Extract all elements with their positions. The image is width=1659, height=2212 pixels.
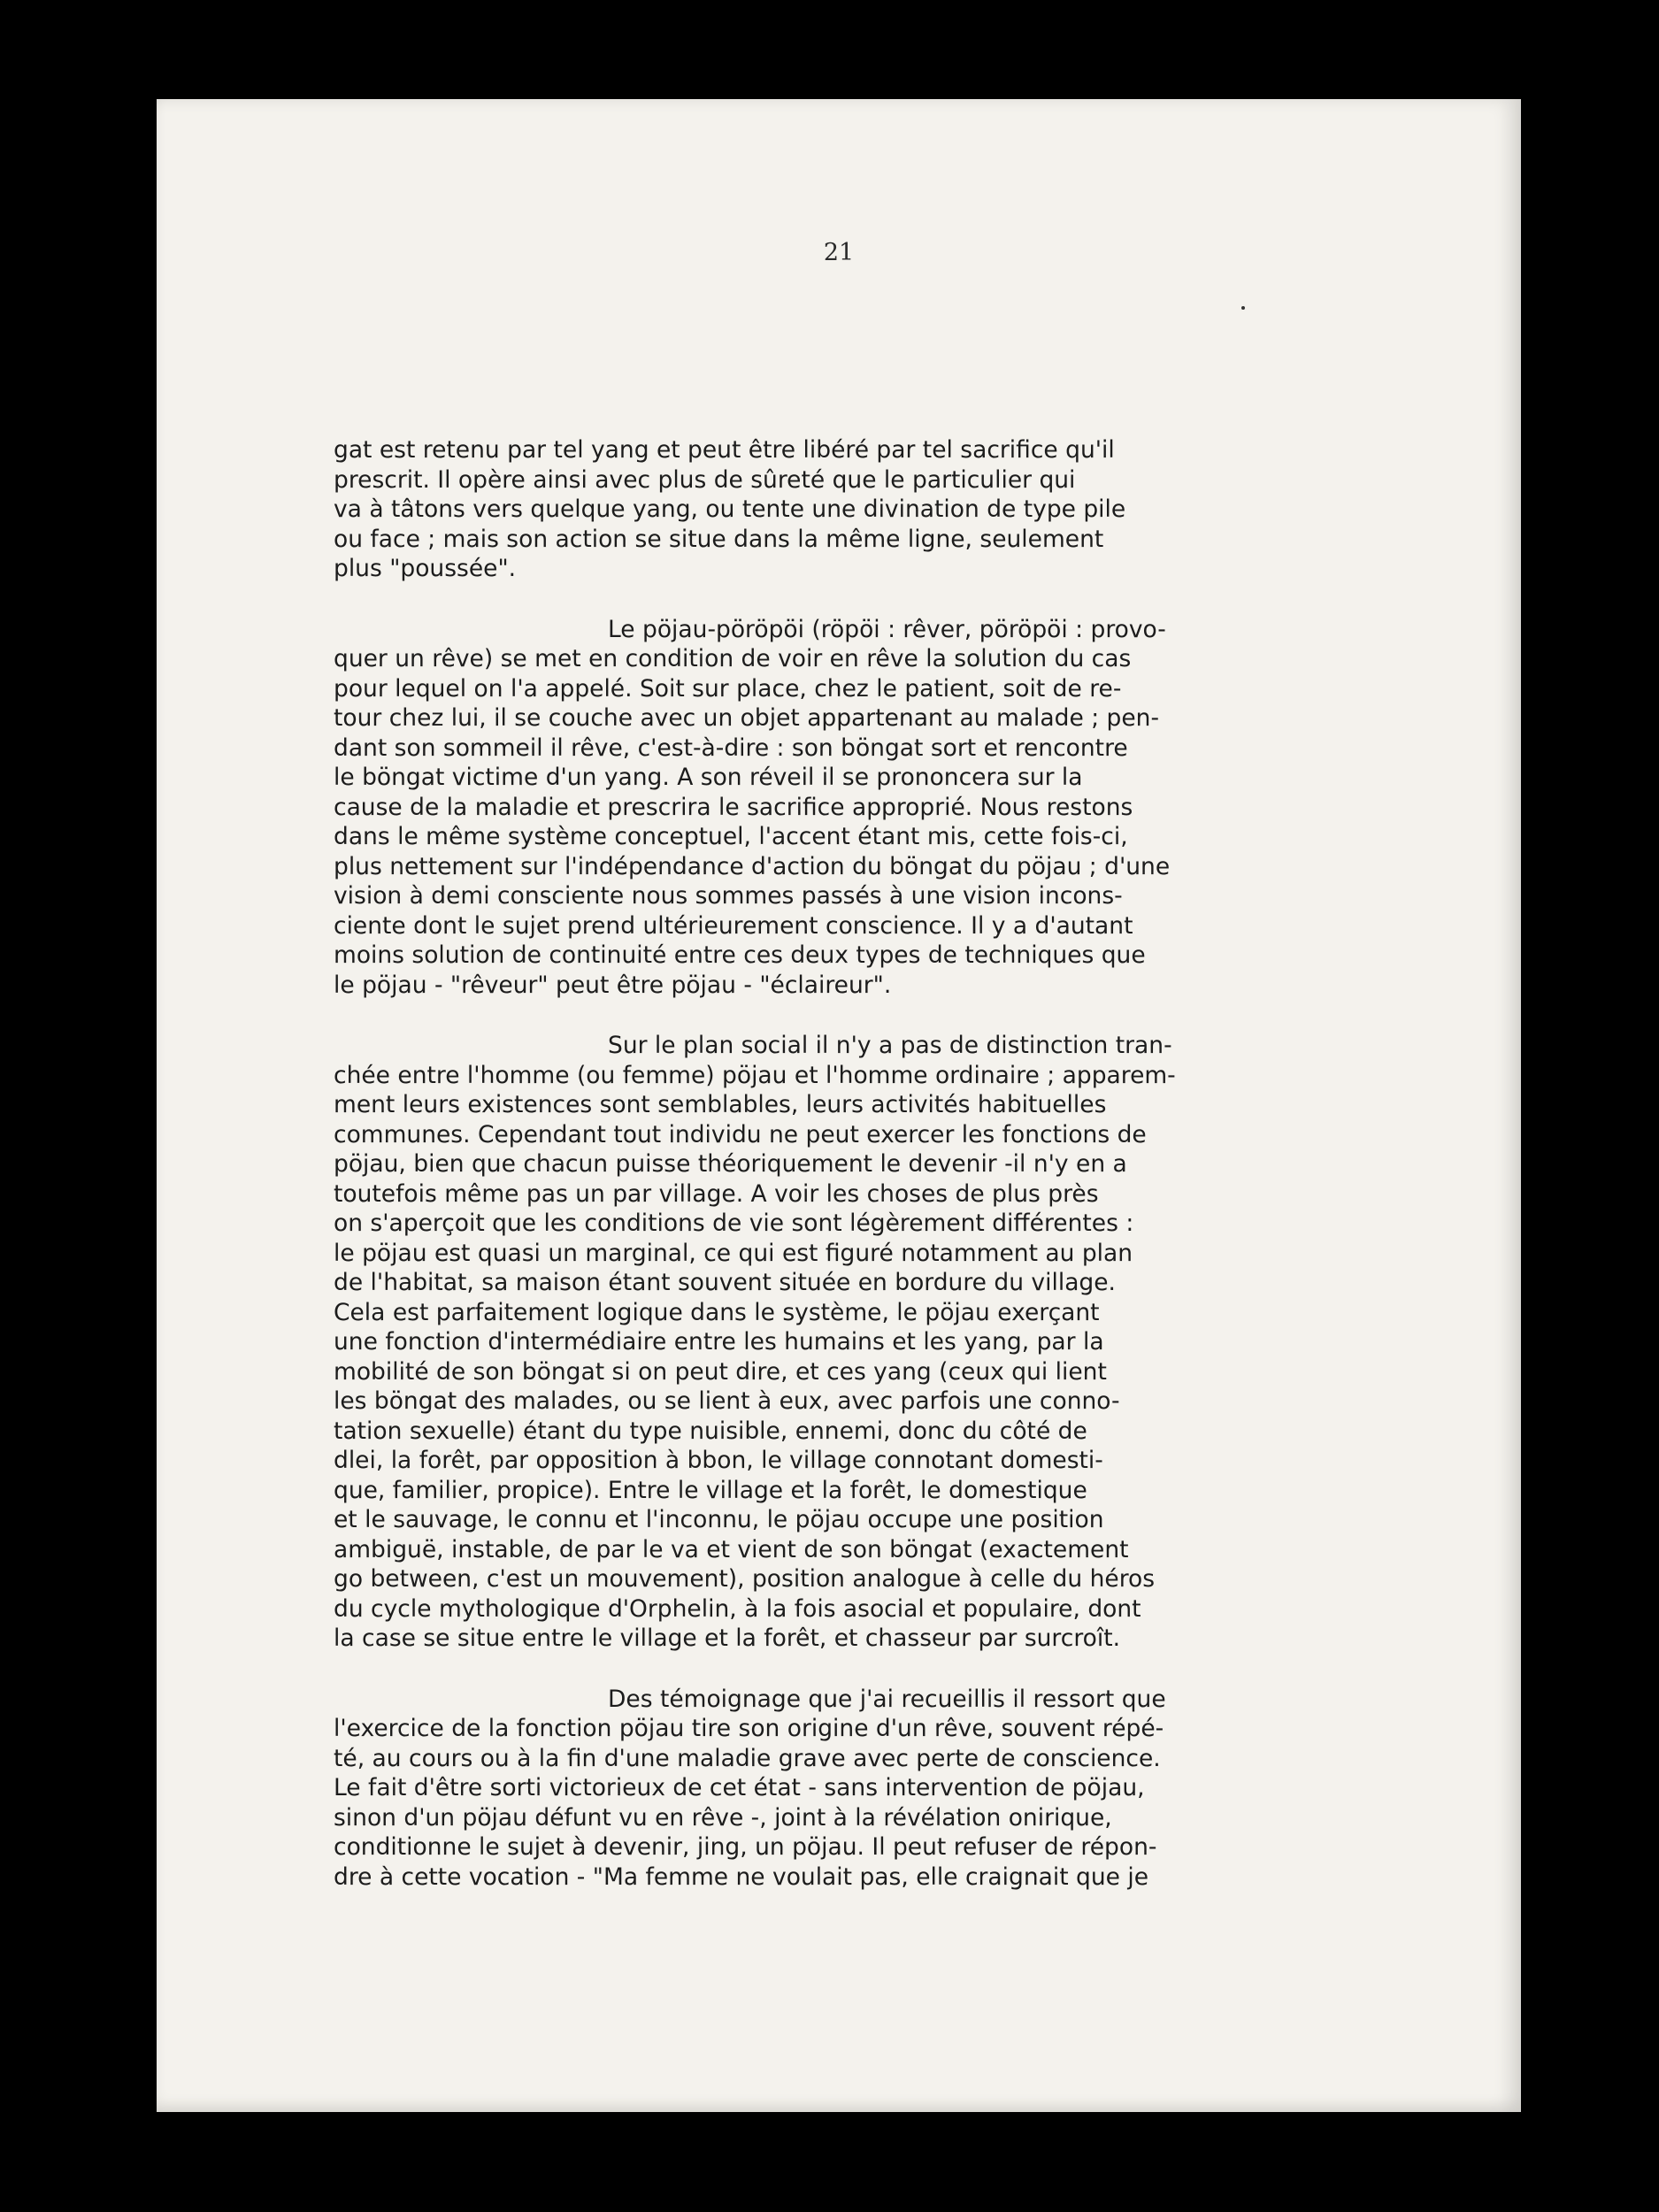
paragraph-2 — [334, 615, 1394, 1001]
text-line: dlei, la forêt, par opposition à bbon, le village connotant domesti- — [334, 1447, 1103, 1474]
text-line: communes. Cependant tout individu ne peut exercer les fonctions de — [334, 1120, 1147, 1148]
text-line: plus nettement sur l'indépendance d'action du böngat du pöjau ; d'une — [334, 852, 1171, 880]
text-line: Cela est parfaitement logique dans le système, le pöjau exerçant — [334, 1298, 1100, 1326]
text-line: dre à cette vocation - "Ma femme ne voulait pas, elle craignait que je — [334, 1863, 1149, 1891]
text-line: de l'habitat, sa maison étant souvent située en bordure du village. — [334, 1269, 1116, 1296]
text-line: que, familier, propice). Entre le village et la forêt, le domestique — [334, 1476, 1087, 1504]
text-line: dans le même système conceptuel, l'accent étant mis, cette fois-ci, — [334, 823, 1128, 850]
text-line: ou face ; mais son action se situe dans la même ligne, seulement — [334, 525, 1104, 553]
text-line: vision à demi consciente nous sommes passés à une vision incons- — [334, 882, 1123, 910]
ink-speck — [1241, 306, 1245, 310]
paragraph-3 — [334, 1031, 1394, 1654]
text-line: pour lequel on l'a appelé. Soit sur place, chez le patient, soit de re- — [334, 674, 1122, 703]
text-line: sinon d'un pöjau défunt vu en rêve -, joint à la révélation onirique, — [334, 1803, 1112, 1832]
text-line: du cycle mythologique d'Orphelin, à la fois asocial et populaire, dont — [334, 1594, 1141, 1623]
text-line: ment leurs existences sont semblables, leurs activités habituelles — [334, 1091, 1107, 1118]
paragraph-1 — [334, 435, 1394, 584]
text-line: cause de la maladie et prescrira le sacrifice approprié. Nous restons — [334, 793, 1133, 821]
text-line: mobilité de son böngat si on peut dire, et ces yang (ceux qui lient — [334, 1357, 1107, 1386]
paragraph-4 — [334, 1685, 1394, 1893]
text-line: toutefois même pas un par village. A voir les choses de plus près — [334, 1179, 1099, 1208]
page-number: 21 — [823, 239, 855, 266]
text-line: une fonction d'intermédiaire entre les humains et les yang, par la — [334, 1328, 1104, 1356]
text-line: tour chez lui, il se couche avec un objet appartenant au malade ; pen- — [334, 704, 1160, 732]
text-line: va à tâtons vers quelque yang, ou tente une divination de type pile — [334, 495, 1126, 523]
text-line: ambiguë, instable, de par le va et vient de son böngat (exactement — [334, 1535, 1129, 1563]
text-line: le pöjau - "rêveur" peut être pöjau - "éclaireur". — [334, 971, 892, 999]
text-line: ciente dont le sujet prend ultérieurement conscience. Il y a d'autant — [334, 911, 1133, 940]
text-line: les böngat des malades, ou se lient à eux, avec parfois une conno- — [334, 1387, 1120, 1415]
text-line: quer un rêve) se met en condition de voir en rêve la solution du cas — [334, 645, 1132, 672]
text-line: et le sauvage, le connu et l'inconnu, le pöjau occupe une position — [334, 1506, 1104, 1533]
text-line: prescrit. Il opère ainsi avec plus de sûreté que le particulier qui — [334, 465, 1076, 494]
text-line: tation sexuelle) étant du type nuisible, ennemi, donc du côté de — [334, 1417, 1087, 1445]
text-line: dant son sommeil il rêve, c'est-à-dire : son böngat sort et rencontre — [334, 733, 1128, 762]
text-line: Le pöjau-pöröpöi (röpöi : rêver, pöröpöi : provo- — [608, 615, 1166, 643]
text-line: le pöjau est quasi un marginal, ce qui est figuré notamment au plan — [334, 1239, 1133, 1267]
text-line: Le fait d'être sorti victorieux de cet état - sans intervention de pöjau, — [334, 1774, 1145, 1801]
text-line: conditionne le sujet à devenir, jing, un pöjau. Il peut refuser de répon- — [334, 1833, 1157, 1861]
body-text — [334, 435, 1394, 1892]
text-line: pöjau, bien que chacun puisse théoriquement le devenir -il n'y en a — [334, 1150, 1127, 1178]
text-line: on s'aperçoit que les conditions de vie sont légèrement différentes : — [334, 1210, 1134, 1237]
text-line: l'exercice de la fonction pöjau tire son origine d'un rêve, souvent répé- — [334, 1715, 1164, 1742]
text-line: té, au cours ou à la fin d'une maladie grave avec perte de conscience. — [334, 1744, 1161, 1772]
text-line: la case se situe entre le village et la forêt, et chasseur par surcroît. — [334, 1624, 1121, 1652]
text-line: Des témoignage que j'ai recueillis il ressort que — [608, 1685, 1166, 1713]
text-line: go between, c'est un mouvement), position analogue à celle du héros — [334, 1565, 1156, 1593]
text-line: le böngat victime d'un yang. A son réveil il se prononcera sur la — [334, 764, 1083, 791]
text-line: plus "poussée". — [334, 555, 517, 582]
document-page — [157, 99, 1521, 2112]
text-line: chée entre l'homme (ou femme) pöjau et l'homme ordinaire ; apparem- — [334, 1061, 1176, 1089]
text-line: gat est retenu par tel yang et peut être libéré par tel sacrifice qu'il — [334, 436, 1115, 464]
text-line: moins solution de continuité entre ces deux types de techniques que — [334, 941, 1146, 969]
text-line: Sur le plan social il n'y a pas de distinction tran- — [608, 1032, 1172, 1059]
